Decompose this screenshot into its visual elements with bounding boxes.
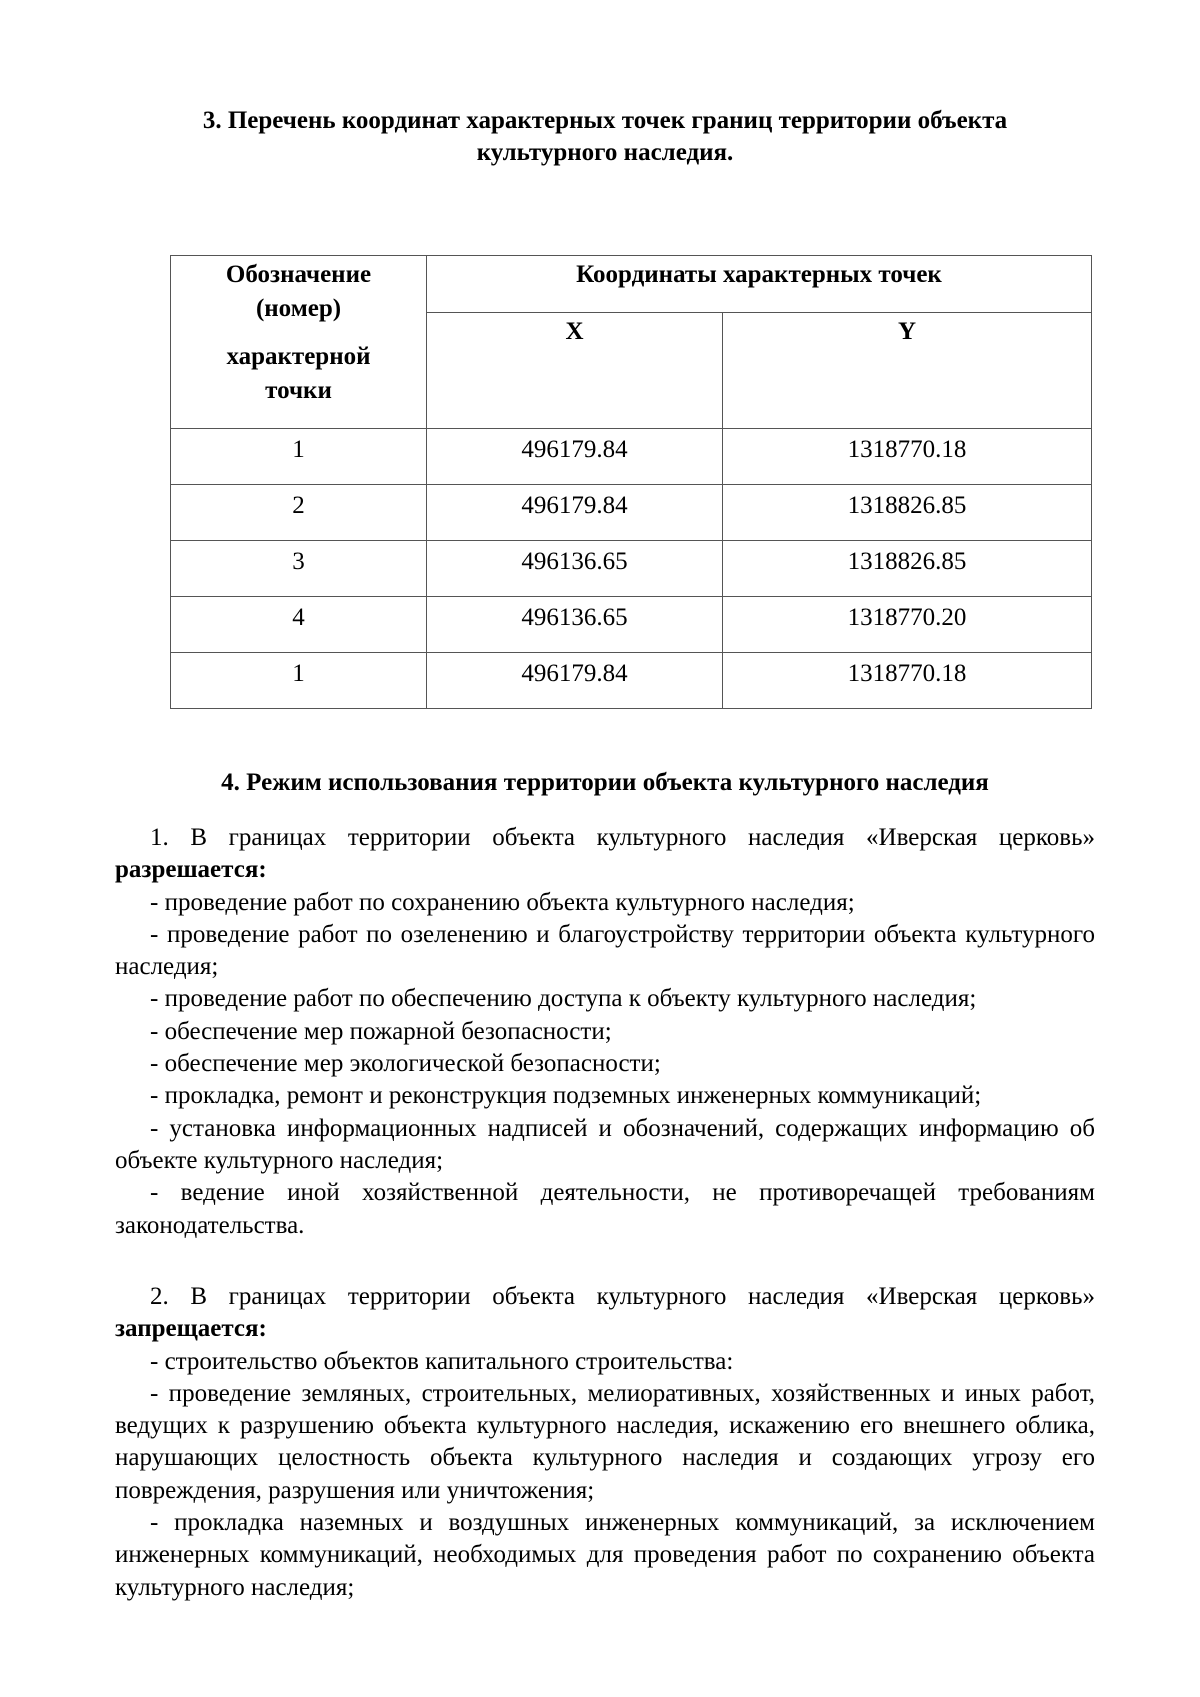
cell-y: 1318826.85: [723, 541, 1092, 597]
list-item: - проведение земляных, строительных, мелиоративных, хозяйственных и иных работ, ведущих к разрушению объекта культурного наследия, искажению его внешнего облика, нарушающих целостность объекта культурного наследия и создающих угрозу его повреждения, разрушения или уничтожения;: [115, 1379, 1095, 1504]
cell-x: 496136.65: [427, 597, 723, 653]
section-3-title-line-1: 3. Перечень координат характерных точек границ территории объекта: [202, 107, 1008, 134]
cell-point: 4: [171, 597, 427, 653]
table-row: [171, 653, 1092, 709]
allowed-intro: [115, 822, 1095, 887]
section-3-title-line-2: культурного наследия.: [476, 139, 734, 166]
table-header-row: [171, 256, 1092, 313]
table-row: [171, 597, 1092, 653]
section-3-title: [115, 105, 1095, 169]
list-item: - проведение работ по озеленению и благоустройству территории объекта культурного наследия;: [115, 920, 1095, 981]
header-designation: [171, 256, 427, 429]
list-item: - обеспечение мер экологической безопасности;: [150, 1050, 661, 1078]
cell-x: 496179.84: [427, 429, 723, 485]
header-designation-line-2: характерной точки: [226, 343, 371, 404]
allowed-intro-text: 1. В границах территории объекта культурного наследия «Иверская церковь»: [150, 824, 1095, 851]
list-item: - установка информационных надписей и обозначений, содержащих информацию об объекте культурного наследия;: [115, 1114, 1095, 1174]
list-item: - проведение работ по сохранению объекта культурного наследия;: [150, 888, 855, 916]
allowed-section: [115, 822, 1095, 1242]
forbidden-section: [115, 1281, 1095, 1604]
header-coordinates: Координаты характерных точек: [427, 256, 1092, 313]
cell-point: 1: [171, 653, 427, 709]
table-row: [171, 485, 1092, 541]
cell-y: 1318770.18: [723, 429, 1092, 485]
forbidden-intro: [115, 1281, 1095, 1346]
list-item: - прокладка, ремонт и реконструкция подземных инженерных коммуникаций;: [150, 1082, 982, 1110]
list-item: - обеспечение мер пожарной безопасности;: [150, 1017, 612, 1045]
header-x: X: [427, 313, 723, 429]
table-row: [171, 541, 1092, 597]
cell-y: 1318826.85: [723, 485, 1092, 541]
cell-point: 2: [171, 485, 427, 541]
cell-point: 1: [171, 429, 427, 485]
cell-x: 496136.65: [427, 541, 723, 597]
section-4-title: 4. Режим использования территории объекта культурного наследия: [221, 769, 989, 796]
cell-x: 496179.84: [427, 653, 723, 709]
header-y: Y: [723, 313, 1092, 429]
list-item: - проведение работ по обеспечению доступа к объекту культурного наследия;: [150, 985, 977, 1013]
list-item: - ведение иной хозяйственной деятельности, не противоречащей требованиям законодательства.: [115, 1179, 1095, 1239]
coordinates-table: [170, 255, 1092, 709]
cell-x: 496179.84: [427, 485, 723, 541]
header-designation-line-1: Обозначение (номер): [225, 261, 372, 322]
forbidden-label: запрещается:: [115, 1315, 267, 1343]
cell-y: 1318770.18: [723, 653, 1092, 709]
cell-y: 1318770.20: [723, 597, 1092, 653]
list-item: - строительство объектов капитального строительства:: [150, 1347, 734, 1375]
cell-point: 3: [171, 541, 427, 597]
forbidden-intro-text: 2. В границах территории объекта культурного наследия «Иверская церковь»: [150, 1283, 1095, 1310]
list-item: - прокладка наземных и воздушных инженерных коммуникаций, за исключением инженерных коммуникаций, необходимых для проведения работ по сохранению объекта культурного наследия;: [115, 1509, 1095, 1601]
allowed-label: разрешается:: [115, 856, 267, 884]
table-row: [171, 429, 1092, 485]
